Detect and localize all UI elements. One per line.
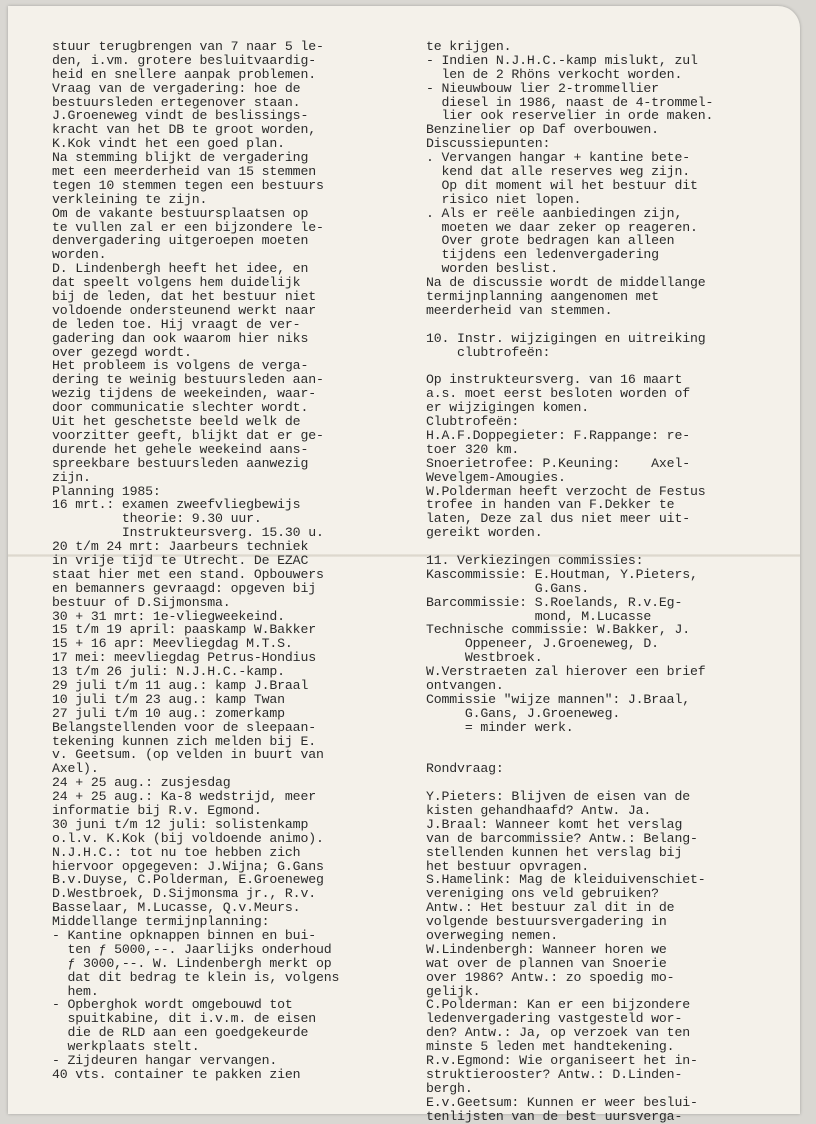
text-line: v. Geetsum. (op velden in buurt van xyxy=(52,747,324,763)
text-line: bij de leden, dat het bestuur niet xyxy=(52,289,316,305)
text-line xyxy=(426,318,766,332)
text-line: struktierooster? Antw.: D.Linden- xyxy=(426,1066,683,1082)
text-line: D. Lindenbergh heeft het idee, en xyxy=(52,261,309,277)
text-line: H.A.F.Doppegieter: F.Rappange: re- xyxy=(426,427,690,443)
text-line xyxy=(426,735,766,749)
text-line: len de 2 Rhöns verkocht worden. xyxy=(426,66,683,82)
text-line: in vrije tijd te Utrecht. De EZAC xyxy=(52,552,309,568)
text-line: Instrukteursverg. 15.30 u. xyxy=(52,525,324,541)
text-line: en bemanners gevraagd: opgeven bij xyxy=(52,580,316,596)
text-line: moeten we daar zeker op reageren. xyxy=(426,219,698,235)
text-line: W.Polderman heeft verzocht de Festus xyxy=(426,483,706,499)
text-line: - Indien N.J.H.C.-kamp mislukt, zul xyxy=(426,52,698,68)
text-line xyxy=(426,540,766,554)
text-line: risico niet lopen. xyxy=(426,191,582,207)
text-line: Planning 1985: xyxy=(52,483,161,499)
text-line: G.Gans. xyxy=(426,580,590,596)
text-line: Middellange termijnplanning: xyxy=(52,914,270,930)
text-line: 40 vts. container te pakken zien xyxy=(52,1066,301,1082)
text-line: - Opberghok wordt omgebouwd tot xyxy=(52,997,293,1013)
text-line: 10. Instr. wijzigingen en uitreiking xyxy=(426,330,706,346)
text-line: Vraag van de vergadering: hoe de xyxy=(52,80,301,96)
text-line: dering te weinig bestuursleden aan- xyxy=(52,372,324,388)
text-line: 20 t/m 24 mrt: Jaarbeurs techniek xyxy=(52,539,309,555)
text-line: Het probleem is volgens de verga- xyxy=(52,358,309,374)
text-line: den, i.vm. grotere besluitvaardig- xyxy=(52,52,316,68)
text-line: G.Gans, J.Groeneweg. xyxy=(426,705,621,721)
text-line: 15 + 16 apr: Meevliegdag M.T.S. xyxy=(52,636,293,652)
text-line: 29 juli t/m 11 aug.: kamp J.Braal xyxy=(52,677,309,693)
text-line: W.Lindenbergh: Wanneer horen we xyxy=(426,941,667,957)
text-line: 17 mei: meevliegdag Petrus-Hondius xyxy=(52,650,316,666)
text-line: zijn. xyxy=(52,469,91,485)
text-line: werkplaats stelt. xyxy=(52,1039,200,1055)
text-line: Belangstellenden voor de sleepaan- xyxy=(52,719,316,735)
text-line: tekening kunnen zich melden bij E. xyxy=(52,733,316,749)
text-line: Rondvraag: xyxy=(426,761,504,777)
text-line: Axel). xyxy=(52,761,99,777)
text-line: Snoerietrofee: P.Keuning: Axel- xyxy=(426,455,690,471)
text-line: J.Groeneweg vindt de beslissings- xyxy=(52,108,309,124)
text-line xyxy=(426,776,766,790)
text-line: overweging nemen. xyxy=(426,928,558,943)
text-line: ontvangen. xyxy=(426,677,504,693)
text-line: Kascommissie: E.Houtman, Y.Pieters, xyxy=(426,566,698,582)
text-line: a.s. moet eerst besloten worden of xyxy=(426,386,690,402)
text-line: 11. Verkiezingen commissies: xyxy=(426,552,644,568)
text-line: - Nieuwbouw lier 2-trommellier xyxy=(426,80,659,96)
text-line: hem. xyxy=(52,983,99,999)
text-line: toer 320 km. xyxy=(426,441,520,457)
text-line: wezig tijdens de weekeinden, waar- xyxy=(52,386,316,402)
text-line: tijdens een ledenvergadering xyxy=(426,247,659,263)
text-line: vereniging ons veld gebruiken? xyxy=(426,886,659,902)
text-line: Oppeneer, J.Groeneweg, D. xyxy=(426,636,659,652)
text-line: Y.Pieters: Blijven de eisen van de xyxy=(426,789,690,805)
text-line: Technische commissie: W.Bakker, J. xyxy=(426,622,690,638)
text-line: Na de discussie wordt de middellange xyxy=(426,275,706,291)
text-line: W.Verstraeten zal hierover een brief xyxy=(426,664,706,680)
text-line: Basselaar, M.Lucasse, Q.v.Meurs. xyxy=(52,900,301,916)
text-line: het bestuur opvragen. xyxy=(426,858,590,874)
text-line: bestuur of D.Sijmonsma. xyxy=(52,594,231,610)
text-line: denvergadering uitgeroepen moeten xyxy=(52,233,309,249)
text-line: van de barcommissie? Antw.: Belang- xyxy=(426,830,698,846)
text-line: C.Polderman: Kan er een bijzondere xyxy=(426,997,690,1013)
text-line: hiervoor opgegeven: J.Wijna; G.Gans xyxy=(52,858,324,874)
text-line: K.Kok vindt het een goed plan. xyxy=(52,136,285,152)
text-line: staat hier met een stand. Opbouwers xyxy=(52,566,324,582)
text-line: Om de vakante bestuursplaatsen op xyxy=(52,205,309,221)
text-line: de leden toe. Hij vraagt de ver- xyxy=(52,316,301,332)
text-line: 16 mrt.: examen zweefvliegbewijs xyxy=(52,497,301,513)
text-line: kend dat alle reserves weg zijn. xyxy=(426,164,690,180)
text-line: ledenvergadering vastgesteld wor- xyxy=(426,1011,683,1027)
text-line: stuur terugbrengen van 7 naar 5 le- xyxy=(52,39,324,54)
text-line: er wijzigingen komen. xyxy=(426,400,590,416)
text-line: over 1986? Antw.: zo spoedig mo- xyxy=(426,969,675,985)
text-line: gelijk. xyxy=(426,983,481,999)
text-line: - Kantine opknappen binnen en bui- xyxy=(52,928,316,943)
text-line: Benzinelier op Daf overbouwen. xyxy=(426,122,659,138)
text-line: dat dit bedrag te klein is, volgens xyxy=(52,969,340,985)
text-line: Westbroek. xyxy=(426,650,543,666)
text-line: S.Hamelink: Mag de kleiduivenschiet- xyxy=(426,872,706,888)
text-line: J.Braal: Wanneer komt het verslag xyxy=(426,816,683,832)
text-line: informatie bij R.v. Egmond. xyxy=(52,802,262,818)
text-line: . Als er reële aanbiedingen zijn, xyxy=(426,205,683,221)
text-line: te krijgen. xyxy=(426,39,512,54)
text-line: Over grote bedragen kan alleen xyxy=(426,233,675,249)
text-line: . Vervangen hangar + kantine bete- xyxy=(426,150,690,166)
text-line: kracht van het DB te groot worden, xyxy=(52,122,316,138)
left-text-column xyxy=(52,40,382,1082)
text-line: over gezegd wordt. xyxy=(52,344,192,360)
right-text-column xyxy=(426,40,766,1123)
text-line: - Zijdeuren hangar vervangen. xyxy=(52,1053,278,1069)
text-line: tenlijsten van de best uursverga- xyxy=(426,1108,683,1124)
text-line: Antw.: Het bestuur zal dit in de xyxy=(426,900,675,916)
text-line: 13 t/m 26 juli: N.J.H.C.-kamp. xyxy=(52,664,285,680)
document-page xyxy=(8,6,800,1124)
text-line: bergh. xyxy=(426,1080,473,1096)
text-line: kisten gehandhaafd? Antw. Ja. xyxy=(426,802,652,818)
text-line: clubtrofeën: xyxy=(426,344,551,360)
text-line: te vullen zal er een bijzondere le- xyxy=(52,219,324,235)
text-line: 15 t/m 19 april: paaskamp W.Bakker xyxy=(52,622,316,638)
text-line: minste 5 leden met handtekening. xyxy=(426,1039,675,1055)
text-line: voldoende ondersteunend werkt naar xyxy=(52,302,316,318)
text-line xyxy=(426,748,766,762)
text-line: den? Antw.: Ja, op verzoek van ten xyxy=(426,1025,690,1041)
text-line: voorzitter geeft, blijkt dat er ge- xyxy=(52,427,324,443)
text-line: ƒ 3000,--. W. Lindenbergh merkt op xyxy=(52,955,332,971)
text-line: Clubtrofeën: xyxy=(426,414,520,430)
text-line xyxy=(426,359,766,373)
text-line: Na stemming blijkt de vergadering xyxy=(52,150,309,166)
text-line: spreekbare bestuursleden aanwezig xyxy=(52,455,309,471)
text-line: theorie: 9.30 uur. xyxy=(52,511,262,527)
text-line: verkleining te zijn. xyxy=(52,191,208,207)
text-line: R.v.Egmond: Wie organiseert het in- xyxy=(426,1053,698,1069)
text-line: gereikt worden. xyxy=(426,525,543,541)
text-line: 27 juli t/m 10 aug.: zomerkamp xyxy=(52,705,285,721)
text-line: stellenden kunnen het verslag bij xyxy=(426,844,683,860)
text-line: 30 + 31 mrt: 1e-vliegweekeind. xyxy=(52,608,285,624)
text-line: meerderheid van stemmen. xyxy=(426,302,613,318)
text-line: met een meerderheid van 15 stemmen xyxy=(52,164,316,180)
text-line: Commissie "wijze mannen": J.Braal, xyxy=(426,691,690,707)
text-line: wat over de plannen van Snoerie xyxy=(426,955,667,971)
text-line: diesel in 1986, naast de 4-trommel- xyxy=(426,94,714,110)
text-line: worden beslist. xyxy=(426,261,558,277)
text-line: N.J.H.C.: tot nu toe hebben zich xyxy=(52,844,301,860)
text-line: durende het gehele weekeind aans- xyxy=(52,441,309,457)
text-line: 30 juni t/m 12 juli: solistenkamp xyxy=(52,816,309,832)
text-line: laten, Deze zal dus niet meer uit- xyxy=(426,511,690,527)
text-line: gadering dan ook waarom hier niks xyxy=(52,330,309,346)
text-line: die de RLD aan een goedgekeurde xyxy=(52,1025,309,1041)
text-line: 10 juli t/m 23 aug.: kamp Twan xyxy=(52,691,285,707)
text-line: Uit het geschetste beeld welk de xyxy=(52,414,301,430)
text-line: = minder werk. xyxy=(426,719,574,735)
text-line: heid en snellere aanpak problemen. xyxy=(52,66,316,82)
text-line: worden. xyxy=(52,247,107,263)
text-line: bestuursleden ertegenover staan. xyxy=(52,94,301,110)
text-line: Op instrukteursverg. van 16 maart xyxy=(426,372,683,388)
text-line: Barcommissie: S.Roelands, R.v.Eg- xyxy=(426,594,683,610)
text-line: tegen 10 stemmen tegen een bestuurs xyxy=(52,177,324,193)
text-line: spuitkabine, dit i.v.m. de eisen xyxy=(52,1011,316,1027)
text-line: trofee in handen van F.Dekker te xyxy=(426,497,675,513)
text-line: B.v.Duyse, C.Polderman, E.Groeneweg xyxy=(52,872,324,888)
text-line: volgende bestuursvergadering in xyxy=(426,914,667,930)
text-line: lier ook reservelier in orde maken. xyxy=(426,108,714,124)
text-line: o.l.v. K.Kok (bij voldoende animo). xyxy=(52,830,324,846)
text-line: door communicatie slechter wordt. xyxy=(52,400,309,416)
text-line: E.v.Geetsum: Kunnen er weer beslui- xyxy=(426,1094,698,1110)
text-line: termijnplanning aangenomen met xyxy=(426,289,659,305)
text-line: Wevelgem-Amougies. xyxy=(426,469,566,485)
text-line: 24 + 25 aug.: zusjesdag xyxy=(52,775,231,791)
text-line: 24 + 25 aug.: Ka-8 wedstrijd, meer xyxy=(52,789,316,805)
text-line: mond, M.Lucasse xyxy=(426,608,652,624)
text-line: Discussiepunten: xyxy=(426,136,551,152)
text-line: dat speelt volgens hem duidelijk xyxy=(52,275,301,291)
text-line: Op dit moment wil het bestuur dit xyxy=(426,177,698,193)
text-line: D.Westbroek, D.Sijmonsma jr., R.v. xyxy=(52,886,316,902)
text-line: ten ƒ 5000,--. Jaarlijks onderhoud xyxy=(52,941,332,957)
